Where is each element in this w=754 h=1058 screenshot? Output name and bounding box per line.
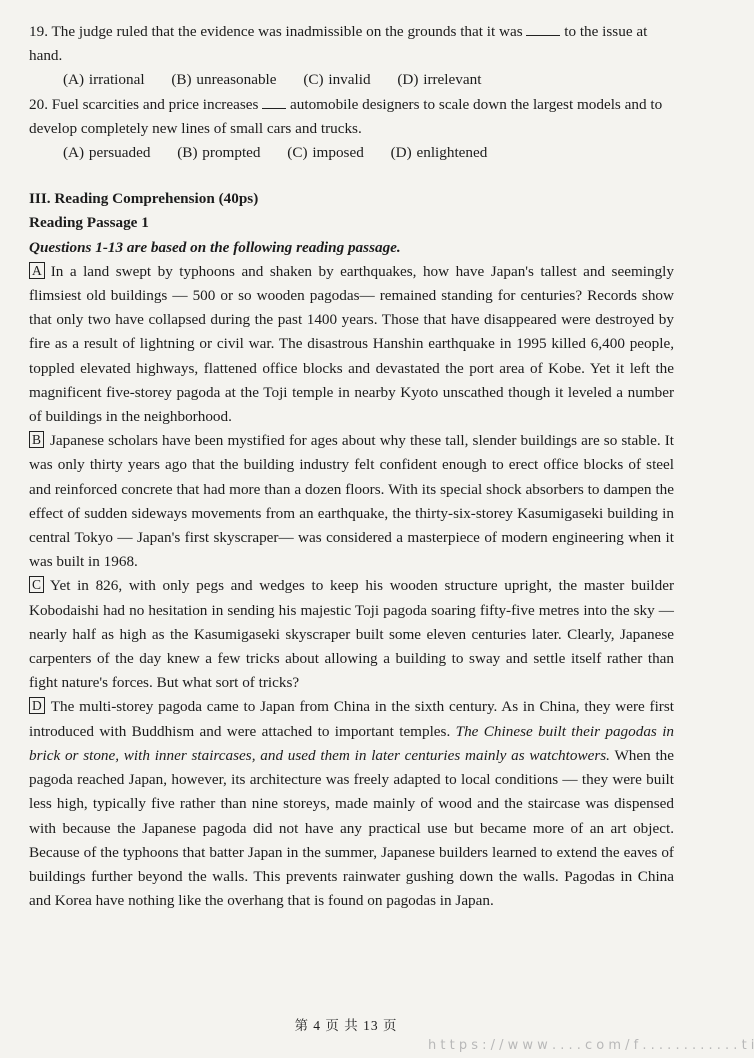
answer-blank xyxy=(262,94,286,109)
option-d: (D) irrelevant xyxy=(397,71,482,89)
paragraph-label: B xyxy=(29,431,44,448)
question-20 xyxy=(29,93,674,141)
question-20-options xyxy=(29,141,674,165)
paragraph-text: In a land swept by typhoons and shaken by earthquakes, how have Japan's tallest and seemingly flimsiest old buildings — 500 or so wooden pagodas— remained standing for centuries? Records show that only two have collapsed during the past 1400 years. Those that have disappeared were destroyed by fire as a result of lightning or civil war. The disastrous Hanshin earthquake in 1995 killed 6,400 people, toppled elevated highways, flattened office blocks and devastated the port area of Kobe. Yet it left the magnificent five-storey pagoda at the Toji temple in nearby Kyoto unscathed though it leveled a number of buildings in the neighborhood. xyxy=(29,262,674,426)
option-c: (C) imposed xyxy=(287,144,364,162)
answer-blank xyxy=(526,21,560,36)
question-19-stem-end: to the issue at hand. xyxy=(29,23,648,65)
question-19 xyxy=(29,20,674,68)
option-b: (B) unreasonable xyxy=(171,71,277,89)
paragraph-text: Japanese scholars have been mystified for ages about why these tall, slender buildings are so stable. It was only thirty years ago that the building industry felt confident enough to erect office blocks of steel and reinforced concrete that had more than a dozen floors. With its special shock absorbers to dampen the effect of sudden sideways movements from an earthquake, the thirty-six-storey Kasumigaseki building in central Tokyo — Japan's first skyscraper— was considered a masterpiece of modern engineering when it was built in 1968. xyxy=(29,432,674,571)
watermark: h t t p s : / / w w w . . . . c o m / f . . . . . . . . . . . . t i xyxy=(428,1038,754,1053)
passage-instructions: Questions 1-13 are based on the following reading passage. xyxy=(29,238,401,256)
option-a: (A) irrational xyxy=(63,71,145,89)
paragraph-label: A xyxy=(29,262,45,279)
question-19-stem: 19. The judge ruled that the evidence was inadmissible on the grounds that it was xyxy=(29,23,527,40)
paragraph-text: The multi-storey pagoda came to Japan from China in the sixth century. As in China, they were first introduced with Buddhism and were attached to important temples. xyxy=(29,698,674,740)
option-c: (C) invalid xyxy=(303,71,371,89)
paragraph-italic-text: The Chinese built their pagodas in brick or stone, with inner staircases, and used them in later centuries mainly as watchtowers. xyxy=(29,722,675,764)
section-title: III. Reading Comprehension (40ps) xyxy=(29,190,259,208)
option-d: (D) enlightened xyxy=(390,144,488,162)
paragraph-b xyxy=(29,429,674,574)
paragraph-label: C xyxy=(29,576,44,593)
paragraph-text-end: When the pagoda reached Japan, however, its architecture was freely adapted to local conditions — they were built less high, typically five rather than nine storeys, made mainly of wood and the staircase was dispensed with because the Japanese pagoda did not have any practical use but became more of an art object. Because of the typhoons that batter Japan in the summer, Japanese builders learned to extend the eaves of buildings further beyond the walls. This prevents rainwater gushing down the walls. Pagodas in China and Korea have nothing like the overhang that is found on pagodas in Japan. xyxy=(29,746,675,910)
question-20-stem: 20. Fuel scarcities and price increases xyxy=(29,95,263,113)
paragraph-text: Yet in 826, with only pegs and wedges to keep his wooden structure upright, the master builder Kobodaishi had no hesitation in sending his majestic Toji pagoda soaring fifty-five metres into the sky — nearly half as high as the Kasumigaseki skyscraper built some eleven centuries later. Clearly, Japanese carpenters of the day knew a few tricks about allowing a building to sway and settle itself rather than fight nature's forces. But what sort of tricks? xyxy=(29,577,674,692)
paragraph-d xyxy=(29,695,674,913)
question-20-stem-end: automobile designers to scale down the largest models and to develop completely new lines of small cars and trucks. xyxy=(29,95,663,137)
option-a: (A) persuaded xyxy=(63,144,151,162)
paragraph-label: D xyxy=(29,697,45,714)
option-b: (B) prompted xyxy=(177,144,261,162)
question-19-options xyxy=(29,68,674,92)
passage-title: Reading Passage 1 xyxy=(29,214,149,232)
paragraph-c xyxy=(29,574,674,695)
paragraph-a xyxy=(29,260,674,429)
page-number-footer: 第 4 页 共 13 页 xyxy=(294,1018,398,1033)
